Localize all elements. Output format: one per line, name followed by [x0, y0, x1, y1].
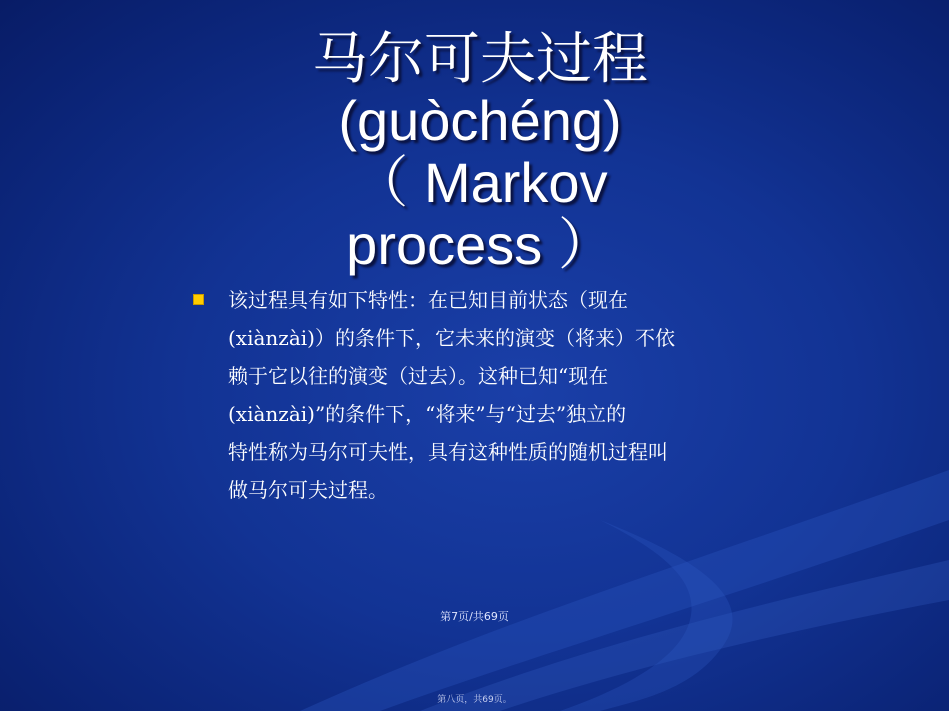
- bullet-paragraph: [228, 281, 788, 509]
- paragraph-line: (xiànzài)”的条件下，“将来”与“过去”独立的: [228, 402, 627, 426]
- bullet-icon: [193, 294, 204, 305]
- slide-title: [240, 28, 720, 276]
- paragraph-line: 赖于它以往的演变（过去）。这种已知“现在: [228, 364, 609, 388]
- paragraph-line: (xiànzài)）的条件下，它未来的演变（将来）不依: [228, 326, 675, 350]
- title-line: 马尔可夫过程: [312, 27, 648, 90]
- title-line: process ）: [346, 213, 614, 276]
- page-footer-small: 第八页，共69页。: [437, 695, 512, 705]
- page-number: 第7页/共69页: [440, 610, 509, 623]
- title-line: (guòchéng): [338, 89, 622, 152]
- paragraph-line: 特性称为马尔可夫性，具有这种性质的随机过程叫: [228, 440, 668, 464]
- paragraph-line: 做马尔可夫过程。: [228, 478, 388, 502]
- paragraph-line: 该过程具有如下特性：在已知目前状态（现在: [228, 288, 628, 312]
- title-line: （ Markov: [352, 151, 608, 214]
